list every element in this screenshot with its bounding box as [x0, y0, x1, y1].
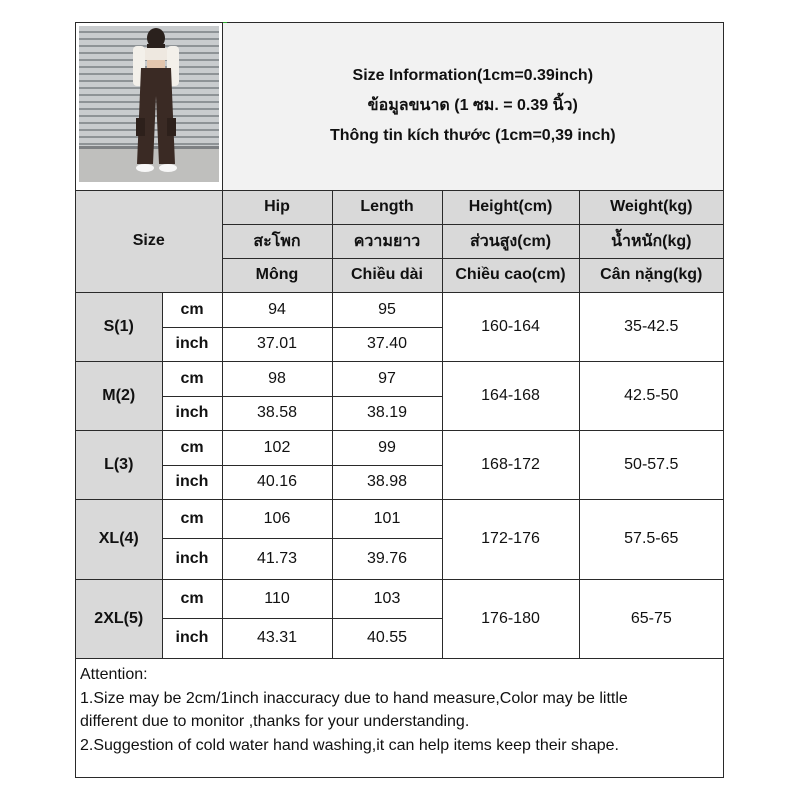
product-photo [79, 26, 219, 182]
length-cm-value: 99 [332, 430, 442, 465]
weight-header-th: น้ำหนัก(kg) [579, 224, 723, 258]
size-label-xl: XL(4) [76, 499, 162, 579]
size-info-header [222, 23, 723, 190]
weight-range: 42.5-50 [579, 361, 723, 430]
size-label-s: S(1) [76, 292, 162, 361]
weight-range: 57.5-65 [579, 499, 723, 579]
unit-cm: cm [162, 579, 222, 618]
hip-inch-value: 41.73 [222, 538, 332, 579]
length-cm-value: 103 [332, 579, 442, 618]
unit-cm: cm [162, 292, 222, 327]
size-label-m: M(2) [76, 361, 162, 430]
size-label-l: L(3) [76, 430, 162, 499]
length-inch-value: 40.55 [332, 618, 442, 658]
height-range: 176-180 [442, 579, 579, 658]
attention-line-2: different due to monitor ,thanks for your understanding. [80, 713, 470, 730]
height-range: 164-168 [442, 361, 579, 430]
attention-notes [76, 661, 723, 759]
length-header-vi: Chiều dài [332, 258, 442, 292]
length-cm-value: 95 [332, 292, 442, 327]
size-chart-table [76, 23, 723, 659]
height-header-th: ส่วนสูง(cm) [442, 224, 579, 258]
size-info-english: Size Information(1cm=0.39inch) [352, 67, 594, 85]
size-info-thai: ข้อมูลขนาด (1 ซม. = 0.39 นิ้ว) [367, 97, 578, 115]
hip-cm-value: 102 [222, 430, 332, 465]
hip-inch-value: 43.31 [222, 618, 332, 658]
length-cm-value: 101 [332, 499, 442, 538]
length-inch-value: 38.98 [332, 465, 442, 499]
unit-cm: cm [162, 430, 222, 465]
size-info-vietnamese: Thông tin kích thước (1cm=0,39 inch) [329, 127, 616, 145]
unit-inch: inch [162, 327, 222, 361]
size-column-header: Size [76, 190, 222, 292]
height-header-vi: Chiều cao(cm) [442, 258, 579, 292]
length-header-en: Length [332, 190, 442, 224]
size-label-2xl: 2XL(5) [76, 579, 162, 658]
length-cm-value: 97 [332, 361, 442, 396]
hip-cm-value: 98 [222, 361, 332, 396]
height-header-en: Height(cm) [442, 190, 579, 224]
height-range: 160-164 [442, 292, 579, 361]
weight-range: 65-75 [579, 579, 723, 658]
length-inch-value: 38.19 [332, 396, 442, 430]
weight-header-vi: Cân nặng(kg) [579, 258, 723, 292]
length-inch-value: 37.40 [332, 327, 442, 361]
hip-cm-value: 94 [222, 292, 332, 327]
length-inch-value: 39.76 [332, 538, 442, 579]
weight-range: 50-57.5 [579, 430, 723, 499]
unit-cm: cm [162, 361, 222, 396]
unit-inch: inch [162, 465, 222, 499]
unit-inch: inch [162, 538, 222, 579]
hip-inch-value: 37.01 [222, 327, 332, 361]
hip-inch-value: 40.16 [222, 465, 332, 499]
attention-line-3: 2.Suggestion of cold water hand washing,it can help items keep their shape. [80, 736, 619, 754]
attention-title: Attention: [80, 666, 148, 683]
weight-range: 35-42.5 [579, 292, 723, 361]
weight-header-en: Weight(kg) [579, 190, 723, 224]
model-wearing-cargo-pants-image [79, 26, 219, 182]
height-range: 172-176 [442, 499, 579, 579]
hip-cm-value: 110 [222, 579, 332, 618]
length-header-th: ความยาว [332, 224, 442, 258]
hip-cm-value: 106 [222, 499, 332, 538]
unit-inch: inch [162, 396, 222, 430]
unit-cm: cm [162, 499, 222, 538]
unit-inch: inch [162, 618, 222, 658]
height-range: 168-172 [442, 430, 579, 499]
hip-inch-value: 38.58 [222, 396, 332, 430]
hip-header-en: Hip [222, 190, 332, 224]
hip-header-th: สะโพก [222, 224, 332, 258]
size-chart-sheet [75, 22, 724, 778]
attention-line-1: 1.Size may be 2cm/1inch inaccuracy due to hand measure,Color may be little [80, 689, 628, 707]
product-photo-cell [76, 23, 222, 190]
hip-header-vi: Mông [222, 258, 332, 292]
